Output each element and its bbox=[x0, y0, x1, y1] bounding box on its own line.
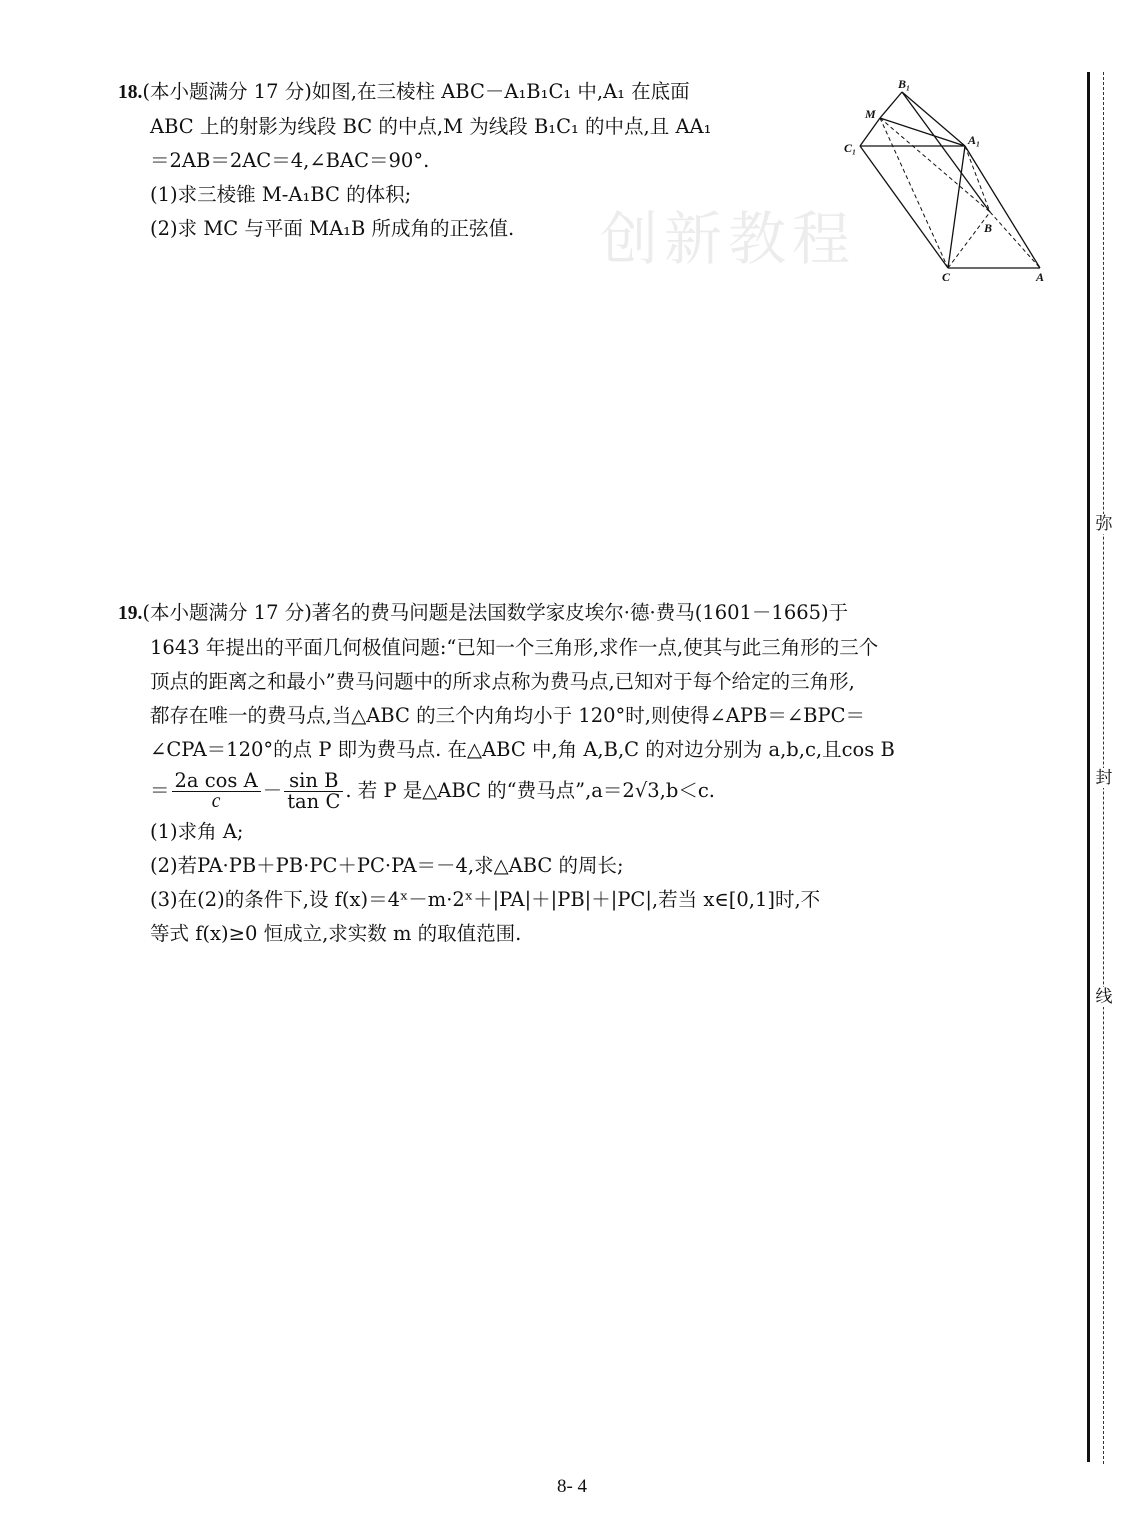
edge-A1-A bbox=[965, 146, 1040, 268]
fraction-2-denominator: tan C bbox=[287, 790, 341, 813]
q19-number: 19. bbox=[118, 603, 143, 624]
formula-tail: . 若 P 是△ABC 的“费马点”,a＝2√3,b＜c. bbox=[345, 779, 715, 802]
edge-B1-B bbox=[902, 92, 990, 212]
label-M: M bbox=[865, 107, 876, 121]
edge-B1-A1 bbox=[902, 92, 965, 146]
edge-A1-C bbox=[948, 146, 965, 268]
q19-part-3-cont: 等式 f(x)≥0 恒成立,求实数 m 的取值范围. bbox=[150, 922, 522, 945]
q18-line-2 bbox=[118, 110, 838, 144]
binding-solid-line bbox=[1087, 72, 1090, 1462]
watermark: 创新教程 bbox=[600, 205, 857, 273]
binding-label-mi: 弥 bbox=[1095, 514, 1113, 534]
edge-M-C1 bbox=[860, 118, 880, 146]
q18-line-1 bbox=[118, 75, 838, 110]
q19-line-2: 1643 年提出的平面几何极值问题:“已知一个三角形,求作一点,使其与此三角形的三个 bbox=[150, 636, 879, 659]
q19-part-2: (2)若PA·PB＋PB·PC＋PC·PA＝－4,求△ABC 的周长; bbox=[150, 854, 624, 877]
prism-figure bbox=[840, 74, 1060, 289]
q19-line-3: 顶点的距离之和最小”费马问题中的所求点称为费马点,已知对于每个给定的三角形, bbox=[150, 670, 855, 693]
binding-label-xian: 线 bbox=[1095, 987, 1113, 1007]
formula-lead: ＝ bbox=[150, 779, 170, 802]
label-B1: B₁ bbox=[898, 77, 911, 91]
dash-B-A bbox=[990, 212, 1040, 268]
binding-label-feng: 封 bbox=[1095, 768, 1113, 788]
label-C: C bbox=[942, 270, 951, 284]
fraction-2 bbox=[284, 771, 343, 812]
label-C1: C₁ bbox=[844, 141, 857, 155]
q19-line-4: 都存在唯一的费马点,当△ABC 的三个内角均小于 120°时,则使得∠APB＝∠BPC＝ bbox=[150, 704, 866, 727]
fraction-1-denominator: c bbox=[211, 791, 221, 812]
fraction-2-numerator: sin B bbox=[284, 771, 343, 792]
q19-stem-1: (本小题满分 17 分)著名的费马问题是法国数学家皮埃尔·德·费马(1601－1665)于 bbox=[142, 601, 849, 624]
label-A: A bbox=[1036, 270, 1045, 284]
question-19 bbox=[118, 596, 1063, 951]
q18-stem-2: ABC 上的射影为线段 BC 的中点,M 为线段 B₁C₁ 的中点,且 AA₁ bbox=[150, 115, 712, 138]
edge-B1-M bbox=[880, 92, 902, 118]
q18-number: 18. bbox=[118, 82, 143, 103]
label-B: B bbox=[984, 221, 993, 235]
q18-part-1: (1)求三棱锥 M-A₁BC 的体积; bbox=[150, 183, 412, 206]
fraction-1 bbox=[172, 771, 261, 812]
q19-line-5: ∠CPA＝120°的点 P 即为费马点. 在△ABC 中,角 A,B,C 的对边分别为 a,b,c,且cos B bbox=[150, 738, 895, 761]
q19-formula-line bbox=[118, 767, 1063, 815]
q19-part-3: (3)在(2)的条件下,设 f(x)＝4ˣ－m·2ˣ＋|PA|＋|PB|＋|PC|,若当 x∈[0,1]时,不 bbox=[150, 888, 821, 911]
question-18 bbox=[118, 75, 838, 246]
q19-line-1 bbox=[118, 596, 1063, 631]
fraction-1-numerator: 2a cos A bbox=[172, 771, 261, 792]
q18-part-2: (2)求 MC 与平面 MA₁B 所成角的正弦值. bbox=[150, 217, 515, 240]
dash-A1-B bbox=[965, 146, 990, 212]
q18-stem-3: ＝2AB＝2AC＝4,∠BAC＝90°. bbox=[150, 149, 430, 172]
q18-line-3 bbox=[118, 144, 838, 178]
page-number: 8- 4 bbox=[556, 1476, 588, 1497]
q18-stem-1: (本小题满分 17 分)如图,在三棱柱 ABC－A₁B₁C₁ 中,A₁ 在底面 bbox=[142, 80, 690, 103]
q19-part-1: (1)求角 A; bbox=[150, 820, 244, 843]
edge-M-A1 bbox=[880, 118, 965, 146]
formula-minus: － bbox=[262, 779, 283, 802]
label-A1: A₁ bbox=[968, 133, 981, 147]
